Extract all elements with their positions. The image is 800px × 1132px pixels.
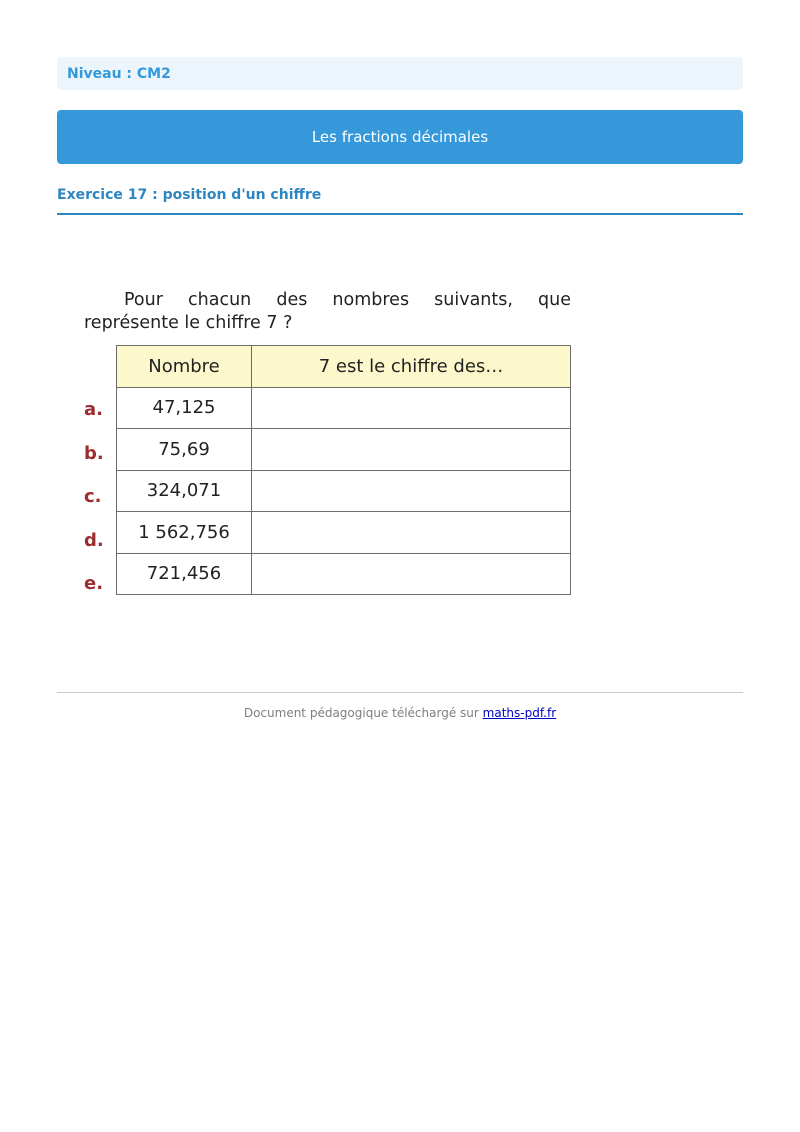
row-letter-a: a. <box>84 399 103 420</box>
table-row <box>117 387 571 429</box>
number-cell: 324,071 <box>117 470 252 512</box>
number-cell: 75,69 <box>117 429 252 471</box>
footer-divider <box>57 692 743 693</box>
table-row <box>117 512 571 554</box>
answer-cell[interactable] <box>252 429 571 471</box>
footer-link[interactable]: maths-pdf.fr <box>482 706 557 720</box>
answer-cell[interactable] <box>252 387 571 429</box>
exercise-instruction: Pour chacun des nombres suivants, que représente le chiffre 7 ? <box>84 290 571 333</box>
table-row <box>117 553 571 595</box>
footer <box>57 704 743 722</box>
level-banner <box>57 57 743 90</box>
answer-cell[interactable] <box>252 512 571 554</box>
exercise-content <box>84 289 571 594</box>
row-letter-c: c. <box>84 486 102 507</box>
footer-text: Document pédagogique téléchargé sur <box>243 706 479 720</box>
header-digit-position: 7 est le chiffre des… <box>252 346 571 388</box>
table-row <box>117 470 571 512</box>
table-row <box>117 429 571 471</box>
page-title: Les fractions décimales <box>311 128 489 146</box>
row-letter-e: e. <box>84 573 104 594</box>
row-letter-d: d. <box>84 529 104 551</box>
answer-cell[interactable] <box>252 553 571 595</box>
number-cell: 47,125 <box>117 387 252 429</box>
answer-table <box>116 345 571 595</box>
number-cell: 721,456 <box>117 553 252 595</box>
row-letter-b: b. <box>84 442 104 464</box>
table-header-row <box>117 346 571 388</box>
level-label: Niveau : CM2 <box>67 65 171 82</box>
answer-cell[interactable] <box>252 470 571 512</box>
header-number: Nombre <box>117 346 252 388</box>
page-title-banner <box>57 110 743 164</box>
number-cell: 1 562,756 <box>117 512 252 554</box>
exercise-title: Exercice 17 : position d'un chiffre <box>57 185 743 215</box>
